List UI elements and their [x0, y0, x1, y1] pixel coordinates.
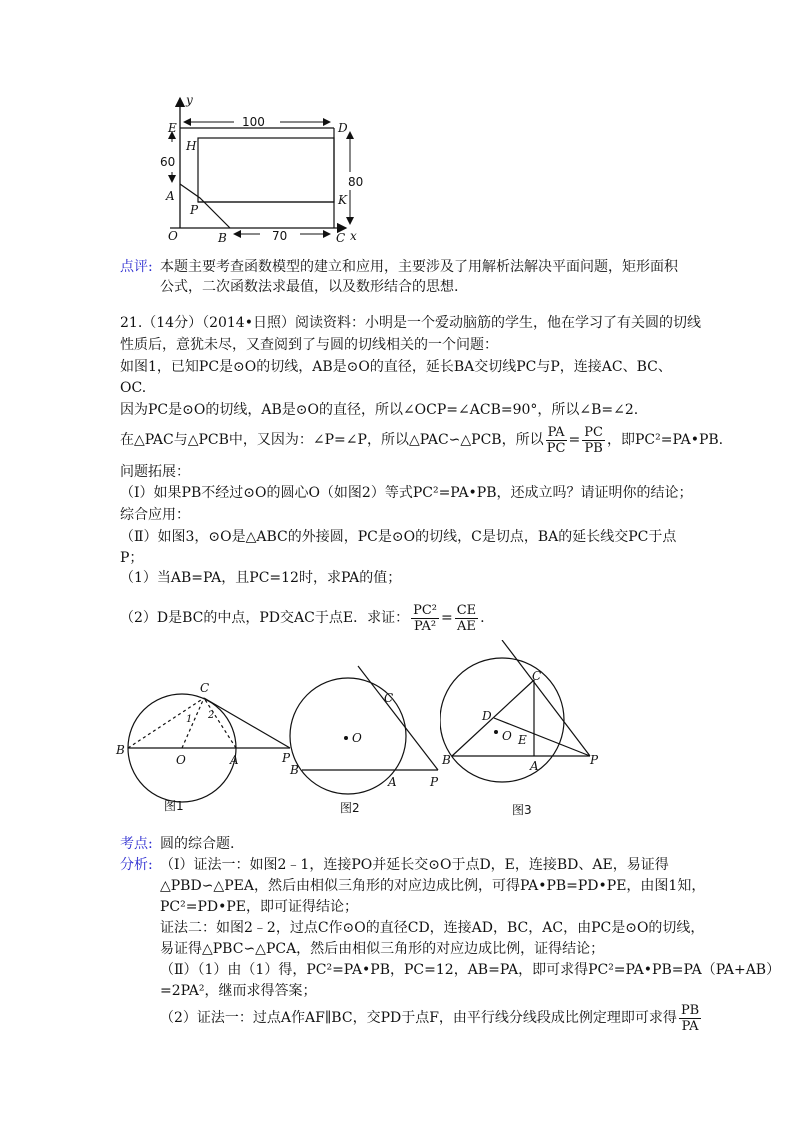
problem-line-3: 如图1，已知PC是⊙O的切线，AB是⊙O的直径，延长BA交切线PC与P，连接AC、BC、 [120, 359, 672, 375]
fig3-label-A: A [530, 759, 539, 773]
label-E: E [168, 121, 177, 135]
problem-line-9: 综合应用： [120, 507, 190, 523]
problem-line-2: 性质后，意犹未尽，又查阅到了与圆的切线相关的一个问题： [120, 337, 498, 353]
problem-line-6-end: ，即PC²=PA•PB. [606, 432, 724, 448]
review-line-1: 本题主要考查函数模型的建立和应用，主要涉及了用解析法解决平面问题，矩形面积 [160, 259, 678, 275]
center-dot [494, 730, 498, 734]
point-tag: 考点: [120, 836, 153, 852]
label-A: A [166, 189, 175, 203]
fig3-label-P: P [590, 753, 599, 767]
point-text: 圆的综合题. [160, 836, 235, 852]
equals: = [440, 610, 453, 626]
problem-line-11: P； [120, 550, 144, 566]
frac-den: AE [456, 618, 476, 634]
problem-line-7: 问题拓展： [120, 464, 190, 480]
problem-line-12: （1）当AB=PA，且PC=12时，求PA的值； [120, 570, 402, 586]
inner-rectangle [198, 138, 334, 202]
problem-header: 21.（14分）（2014•日照）阅读资料：小明是一个爱动脑筋的学生，他在学习了有关圆的切线 [120, 315, 701, 331]
label-H: H [186, 139, 197, 153]
fig2-label-O: O [352, 731, 362, 745]
problem-line-6 [120, 422, 723, 458]
problem-line-13-text: （2）D是BC的中点，PD交AC于点E．求证： [120, 610, 410, 626]
fig1-label-C: C [200, 681, 210, 695]
fig2-label-P: P [430, 775, 439, 789]
frac-den: PA [681, 1018, 699, 1034]
problem-line-13-end: . [480, 610, 485, 626]
dim-80: 80 [348, 175, 364, 189]
figure-2 [288, 662, 458, 818]
analysis-line-8 [160, 1000, 703, 1036]
circle-O [440, 658, 564, 782]
fig2-label-C: C [384, 691, 394, 705]
rectangle-coordinate-figure [150, 90, 370, 250]
fraction-PC2-PA2 [411, 603, 439, 634]
center-dot [344, 736, 348, 740]
chord-BC [128, 698, 204, 748]
fraction-PC-PB [582, 425, 605, 456]
tangent-PC [358, 666, 438, 770]
figure-1 [112, 678, 302, 818]
frac-den: PA² [413, 618, 437, 634]
frac-num: CE [456, 602, 477, 618]
analysis-line-3: PC²=PD•PE，即可证得结论； [160, 899, 359, 915]
label-P: P [190, 203, 199, 217]
fraction-CE-AE [455, 603, 478, 634]
review-tag: 点评: [120, 259, 153, 275]
fig3-label-D: D [482, 709, 492, 723]
fig3-label-B: B [442, 753, 451, 767]
dim-60: 60 [160, 155, 176, 169]
fig3-caption: 图3 [512, 803, 532, 817]
fig1-angle-1: 1 [186, 714, 193, 725]
label-O: O [168, 229, 178, 243]
analysis-line-7: =2PA²，继而求得答案； [160, 983, 317, 999]
equals: = [568, 432, 581, 448]
shapes [180, 128, 334, 228]
problem-line-13 [120, 598, 485, 638]
fig2-label-B: B [290, 763, 299, 777]
fraction-PA-PC [546, 425, 567, 456]
frac-den: PC [546, 440, 566, 456]
label-K: K [338, 193, 347, 207]
dim-100: 100 [242, 115, 265, 129]
problem-line-8: （Ⅰ）如果PB不经过⊙O的圆心O（如图2）等式PC²=PA•PB，还成立吗？请证明你的结论； [120, 485, 693, 501]
analysis-line-8-text: （2）证法一：过点A作AF∥BC，交PD于点F，由平行线分线段成比例定理即可求得 [160, 1010, 677, 1026]
fig3-label-O: O [502, 729, 512, 743]
fig3-label-E: E [518, 733, 527, 747]
problem-line-5: 因为PC是⊙O的切线，AB是⊙O的直径，所以∠OCP=∠ACB=90°，所以∠B=∠2. [120, 402, 639, 418]
fig1-caption: 图1 [164, 799, 184, 813]
frac-num: PA [547, 424, 565, 440]
analysis-line-5: 易证得△PBC∽△PCA，然后由相似三角形的对应边成比例，证得结论； [160, 941, 605, 957]
label-y: y [186, 93, 193, 107]
analysis-tag: 分析: [120, 857, 153, 873]
label-x: x [350, 229, 357, 243]
fig1-label-A: A [230, 753, 239, 767]
cut-line-APB [180, 184, 230, 228]
fraction-PB-PA [679, 1003, 701, 1034]
fig2-caption: 图2 [340, 801, 360, 815]
fig1-label-P: P [282, 751, 291, 765]
tangent-PC [204, 698, 290, 748]
label-B: B [218, 231, 227, 245]
fig1-label-B: B [116, 743, 125, 757]
fig1-label-O: O [176, 753, 186, 767]
label-D: D [338, 121, 348, 135]
dim-70: 70 [272, 229, 288, 243]
review-line-2: 公式，二次函数法求最值，以及数形结合的思想. [160, 279, 459, 295]
label-C: C [336, 231, 346, 245]
problem-line-10: （Ⅱ）如图3，⊙O是△ABC的外接圆，PC是⊙O的切线，C是切点，BA的延长线交PC于点 [120, 529, 677, 545]
problem-line-6-text: 在△PAC与△PCB中，又因为：∠P=∠P，所以△PAC∽△PCB，所以 [120, 432, 544, 448]
frac-num: PB [680, 1002, 700, 1018]
chord-AC [204, 698, 236, 748]
analysis-line-4: 证法二：如图2﹣2，过点C作⊙O的直径CD，连接AD，BC，AC，由PC是⊙O的切线， [160, 920, 705, 936]
dimension-lines [172, 122, 350, 234]
figure-3 [440, 640, 630, 820]
problem-line-4: OC. [120, 380, 147, 396]
analysis-line-1: （Ⅰ）证法一：如图2﹣1，连接PO并延长交⊙O于点D，E，连接BD、AE，易证得 [160, 857, 669, 873]
analysis-line-6: （Ⅱ）（1）由（1）得，PC²=PA•PB，PC=12，AB=PA，即可求得PC²=PA•PB=PA（PA+AB） [160, 962, 781, 978]
fig3-label-C: C [532, 669, 542, 683]
frac-num: PC [584, 424, 603, 440]
frac-den: PB [584, 440, 603, 456]
fig2-label-A: A [388, 775, 397, 789]
fig1-angle-2: 2 [208, 710, 215, 721]
analysis-line-2: △PBD∽△PEA，然后由相似三角形的对应边成比例，可得PA•PB=PD•PE，由图1知， [160, 878, 706, 894]
frac-num: PC² [413, 602, 437, 618]
